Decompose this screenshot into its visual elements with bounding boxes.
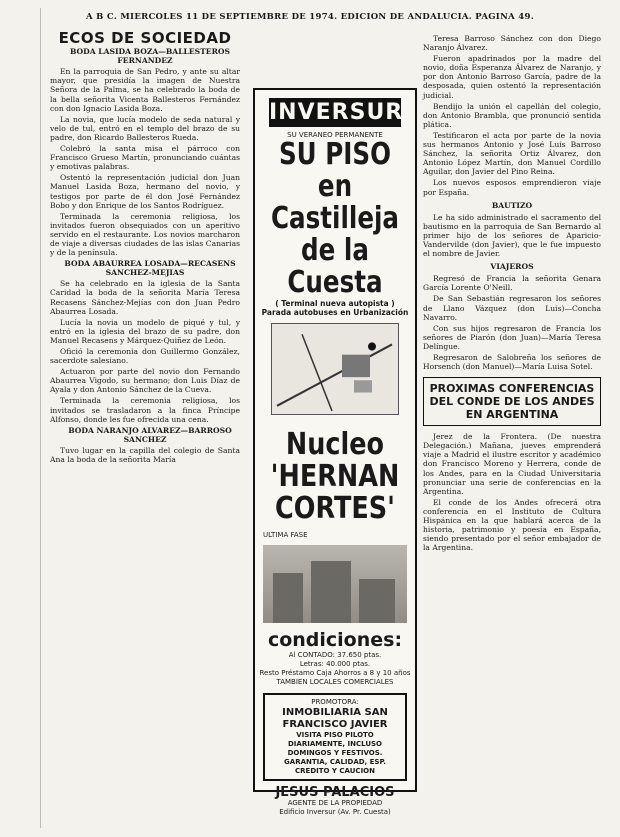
article-heading: BODA LASIDA BOZA—BALLESTEROS FERNANDEZ [70, 47, 230, 66]
real-estate-ad [253, 88, 417, 816]
paragraph: Tuvo lugar en la capilla del colegio de Santa Ana la boda de la señorita María [50, 445, 240, 465]
paragraph: Se ha celebrado en la iglesia de la Santa Caridad la boda de la señorita María Teresa Recasens Sánchez-Mejías con don Juan Pedro Abaurrea Losada. [50, 279, 240, 316]
agent-subtitle: AGENTE DE LA PROPIEDAD [287, 799, 383, 807]
ad-nucleo-line: 'HERNAN [270, 459, 400, 494]
paragraph: En la parroquia de San Pedro, y ante su altar mayor, que presidía la imagen de Nuestra Señora de la Palma, se ha celebrado la boda de la bella señorita Vicenta Ballesteros Fernández con don Ignacio Lasida Boza. [50, 67, 240, 113]
paragraph: Terminada la ceremonia religiosa, los invitados se trasladaron a la finca Príncipe Alfonso, donde les fue ofrecida una cena. [50, 396, 240, 424]
paragraph: Testificaron el acta por parte de la novia sus hermanos Antonio y José Luis Barroso Sánchez, la señorita Ortiz Álvarez, don Antonio López Martín, don Manuel Cordillo Aguilar, don Javier del Pino Reina. [423, 130, 601, 177]
paragraph: Teresa Barroso Sánchez con don Diego Naranjo Álvarez. [423, 34, 601, 53]
left-column [50, 29, 240, 466]
agent-name: JESUS PALACIOS [275, 785, 395, 800]
paragraph: De San Sebastián regresaron los señores de Llano Vázquez (don Luis)—Concha Navarro. [423, 294, 601, 322]
conference-headline: PROXIMAS CONFERENCIAS DEL CONDE DE LOS ANDES EN ARGENTINA [423, 377, 601, 426]
ad-terminal: ( Terminal nueva autopista ) [275, 299, 395, 308]
promoter-label: PROMOTORA: [311, 698, 359, 706]
ad-brand: INVERSUR [269, 100, 404, 125]
ad-condition: TAMBIEN LOCALES COMERCIALES [276, 678, 394, 686]
ad-conditions-title: condiciones: [267, 629, 403, 651]
ad-headline-1: SU PISO [278, 137, 392, 172]
paragraph: Regresó de Francia la señorita Genara García Lorente O'Neill. [423, 274, 601, 293]
ad-nucleo-line: Nucleo [285, 427, 385, 462]
building-photo [263, 545, 407, 623]
ad-nucleo-line: CORTES' [275, 491, 395, 526]
paragraph: Bendijo la unión el capellán del colegio, don Antonio Brambla, que pronunció sentida plática. [423, 101, 601, 129]
ad-tagline: SU VERANEO PERMANENTE [287, 131, 383, 139]
ad-headline-2: en Castilleja [270, 169, 400, 236]
paragraph: Actuaron por parte del novio don Fernando Abaurrea Vigodo, su hermano; don Luis Díaz de Ayala y don Antonio Sánchez de la Cueva. [50, 367, 240, 395]
paragraph: Ofició la ceremonia don Guillermo González, sacerdote salesiano. [50, 347, 240, 366]
right-column [423, 34, 601, 554]
paragraph: Los nuevos esposos emprendieron viaje por España. [423, 178, 601, 197]
ad-bus: Parada autobuses en Urbanización [261, 308, 409, 317]
page-header: A B C. MIERCOLES 11 DE SEPTIEMBRE DE 1974. EDICION DE ANDALUCIA. PAGINA 49. [86, 12, 534, 22]
ad-phase: ULTIMA FASE [263, 531, 308, 539]
section-heading: BAUTIZO [491, 200, 533, 210]
paragraph: Jerez de la Frontera. (De nuestra Delegación.) Mañana, jueves emprenderá viaje a Madrid el ilustre escritor y académico don Francisco Moreno y Herrera, conde de los Andes, para en la Ciudad Universitaria pronunciar una serie de conferencias en la Argentina. [423, 432, 601, 496]
paragraph: Terminada la ceremonia religiosa, los invitados fueron obsequiados con un aperitivo servido en el restaurante. Los novios marcharon de viaje a diversas ciudades de las islas Canarias y de la península. [50, 211, 240, 258]
paragraph: Le ha sido administrado el sacramento del bautismo en la parroquia de San Bernardo al primer hijo de los señores de Aparicio-Vandervilde (don Javier), que le fue impuesto el nombre de Javier. [423, 212, 601, 259]
paragraph: Regresaron de Salobreña los señores de Horsench (don Manuel)—María Luisa Sotel. [423, 353, 601, 372]
location-map [271, 323, 399, 415]
visit-text: VISITA PISO PILOTO DIARIAMENTE, INCLUSO DOMINGOS Y FESTIVOS. GARANTIA, CALIDAD, ESP. CREDITO Y CAUCION [284, 731, 386, 775]
paragraph: Lucía la novia un modelo de piqué y tul, y entró en la iglesia del brazo de su padre, don Manuel Recasens y Márquez-Quiñez de León. [50, 317, 240, 345]
section-title: ECOS DE SOCIEDAD [58, 29, 232, 47]
ad-nucleo [267, 429, 403, 525]
paragraph: El conde de los Andes ofrecerá otra conferencia en el Instituto de Cultura Hispánica en la que hablará acerca de la historia, patrimonio y poesía en España, siendo presentado por el señor embajador de la Argentina. [423, 497, 601, 553]
paragraph: Ostentó la representación judicial don Juan Manuel Lasida Boza, hermano del novio, y testigos por parte de él don José Fernández Bobo y don Enrique de los Santos Rodríguez. [50, 173, 240, 210]
article-heading: BODA NARANJO ALVAREZ—BARROSO SANCHEZ [68, 425, 232, 444]
paragraph: Fueron apadrinados por la madre del novio, doña Esperanza Álvarez de Naranjo, y por don Antonio Barroso García, padre de la desposada, quien ostentó la representación judicial. [423, 54, 601, 100]
paragraph: Colebró la santa misa el párroco con Francisco Grueso Martín, pronunciando cuántas y emotivas palabras. [50, 144, 240, 172]
ad-condition: Letras: 40.000 ptas. [299, 660, 371, 668]
promoter-name: INMOBILIARIA SAN FRANCISCO JAVIER [282, 707, 388, 730]
article-heading: BODA ABAURREA LOSADA—RECASENS SANCHEZ-MEJIAS [64, 259, 236, 278]
promoter-box [263, 693, 407, 781]
map-drawing [272, 324, 398, 414]
paragraph: La novia, que lucía modelo de seda natural y velo de tul, entró en el templo del brazo de su padre, don Ricardo Ballesteros Rueda. [50, 114, 240, 142]
ad-condition: Al CONTADO: 37.650 ptas. [288, 651, 382, 659]
ad-condition: Resto Préstamo Caja Ahorros a 8 y 10 años [259, 669, 411, 677]
ad-footer: Edificio Inversur (Av. Pr. Cuesta) [279, 808, 391, 816]
paragraph: Con sus hijos regresaron de Francia los señores de Piarón (don Juan)—María Teresa Delíngue. [423, 323, 601, 351]
section-heading: VIAJEROS [490, 262, 534, 272]
ad-headline-3: de la Cuesta [287, 233, 383, 300]
